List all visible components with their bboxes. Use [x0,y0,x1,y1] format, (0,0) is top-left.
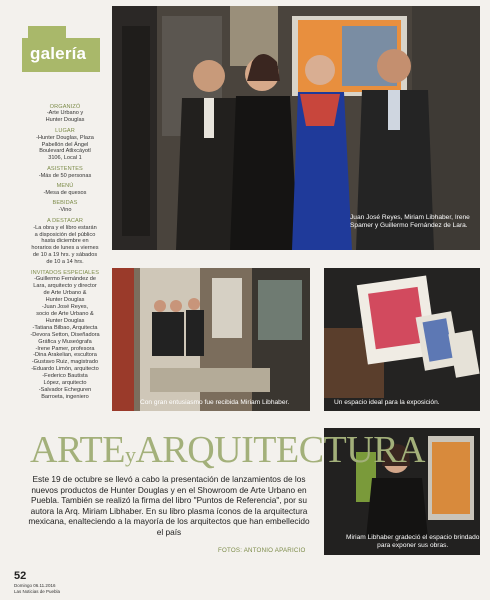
detail-body: -Mesa de quesos [43,189,87,196]
photo-credit: FOTOS: ANTONIO APARICIO [218,547,306,554]
reception-caption: Con gran entusiasmo fue recibida Miriam Libhaber. [140,399,290,406]
title-conjunction: y [124,442,136,467]
detail-body: -Más de 50 personas [38,172,92,179]
article-body: Este 19 de octubre se llevó a cabo la presentación de lanzamientos de los nuevos productos de Hunter Douglas y en el Showroom de Arte Urbano en Puebla. También se realizó la firma del libro "Puntos de Referencia", por su autora la Arq. Miriam Libhaber. En su libro plasma íconos de la arquitectura mexicana, enalteciendo a la mayoría de los arquitectos que han embellecido el país [28,474,310,537]
photo-reception [112,268,310,411]
photo-exhibition-space [324,268,480,411]
reception-illustration [112,268,310,411]
page-date: Domingo 06.11.2016 Las Noticias de Puebla [14,583,61,594]
title-part-1: ARTE [30,429,125,471]
main-photo-caption: Juan José Reyes, Miriam Libhaber, Irene Spamer y Guillermo Fernández de Lara. [350,214,470,229]
detail-heading: INVITADOS ESPECIALES [30,269,100,276]
article-title [30,428,425,472]
exhibition-caption: Un espacio ideal para la exposición. [334,399,440,406]
page-number: 52 [14,570,27,582]
detail-heading: LUGAR [55,127,75,134]
detail-body: -Vino [58,207,72,214]
detail-heading: ORGANIZÓ [49,103,81,110]
detail-heading: A DESTACAR [46,217,84,224]
detail-heading: BEBIDAS [52,200,78,207]
photo-group-portrait [112,6,480,250]
exhibition-illustration [324,268,480,411]
detail-body: -Arte Urbano y Hunter Douglas [45,110,85,124]
title-part-2: ARQUITECTURA [135,429,425,471]
detail-body: -Hunter Douglas, Plaza Pabellón del Ángel Boulevard Atlixcáyotl 3106, Local 1 [36,134,94,162]
section-badge [22,26,100,80]
detail-heading: ASISTENTES [47,165,83,172]
detail-body: -La obra y el libro estarán a disposición del público hasta diciembre en horarios de lunes a viernes de 10 a 19 hrs. y sábados de 10 a 14 hrs. [31,224,99,266]
detail-heading: MENÚ [56,183,74,190]
detail-body: -Guillermo Fernández de Lara, arquitecto y director de Arte Urbano & Hunter Douglas -Juan José Reyes, socio de Arte Urbano & Hunter Douglas -Tatiana Bilbao, Arquitecta -Devora Setton, Diseñadora Gráfica y Museógrafa -Irene Pamer, profesora -Dina Arakelian, escultora -Gustavo Ruiz, magistrado -Eduardo Limón, arquitecto -Federico Bautista López, arquitecto -Salvador Echeguren Barroeta, ingeniero [30,276,100,400]
author-caption: Miriam Libhaber gradeció el espacio brindado para exponer sus obras. [346,534,480,549]
event-details-sidebar [22,100,108,401]
badge-label: galería [30,44,87,63]
